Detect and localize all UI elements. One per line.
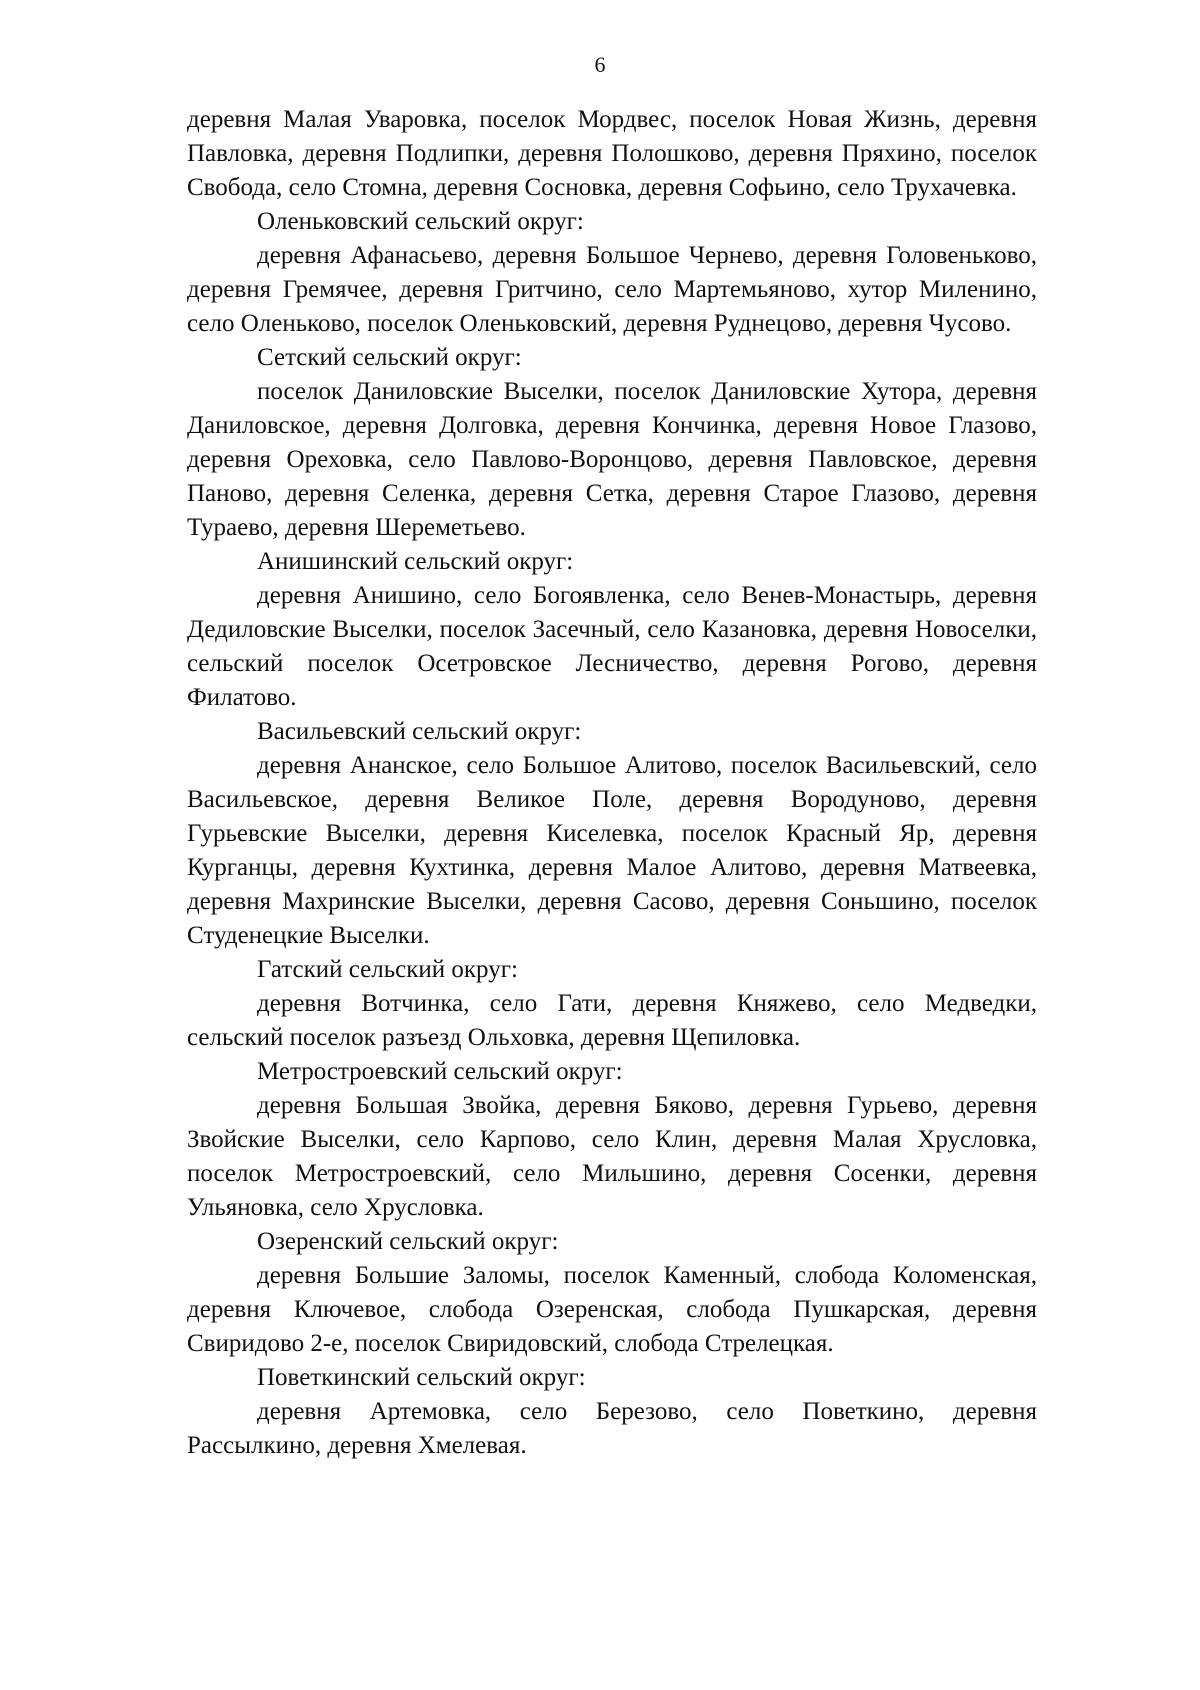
document-body: [187, 103, 1037, 1463]
district-title: Сетский сельский округ:: [257, 344, 522, 371]
district-title: Оленьковский сельский округ:: [257, 208, 584, 235]
district-title: Метростроевский сельский округ:: [257, 1058, 623, 1085]
settlement-list: поселок Даниловские Выселки, поселок Даниловские Хутора, деревня Даниловское, деревня Долговка, деревня Кончинка, деревня Новое Глазово, деревня Ореховка, село Павлово-Воронцово, деревня Павловское, деревня Паново, деревня Селенка, деревня Сетка, деревня Старое Глазово, деревня Тураево, деревня Шереметьево.: [187, 378, 1037, 541]
settlement-list: деревня Артемовка, село Березово, село Поветкино, деревня Рассылкино, деревня Хмелевая.: [187, 1398, 1037, 1459]
settlement-list: деревня Вотчинка, село Гати, деревня Княжево, село Медведки, сельский поселок разъезд Ольховка, деревня Щепиловка.: [187, 990, 1037, 1051]
district-title: Гатский сельский округ:: [257, 956, 518, 983]
settlement-list: деревня Ананское, село Большое Алитово, поселок Васильевский, село Васильевское, деревня Великое Поле, деревня Вородуново, деревня Гурьевские Выселки, деревня Киселевка, поселок Красный Яр, деревня Курганцы, деревня Кухтинка, деревня Малое Алитово, деревня Матвеевка, деревня Махринские Выселки, деревня Сасово, деревня Соньшино, поселок Студенецкие Выселки.: [187, 752, 1037, 949]
district-title: Анишинский сельский округ:: [257, 548, 574, 575]
page-number: 6: [594, 52, 606, 77]
settlement-list: деревня Афанасьево, деревня Большое Чернево, деревня Головеньково, деревня Гремячее, деревня Гритчино, село Мартемьяново, хутор Миленино, село Оленьково, поселок Оленьковский, деревня Руднецово, деревня Чусово.: [187, 242, 1037, 337]
district-title: Озеренский сельский округ:: [257, 1228, 559, 1255]
settlement-list: деревня Большая Звойка, деревня Бяково, деревня Гурьево, деревня Звойские Выселки, село Карпово, село Клин, деревня Малая Хрусловка, поселок Метростроевский, село Мильшино, деревня Сосенки, деревня Ульяновка, село Хрусловка.: [187, 1092, 1037, 1221]
settlement-list: деревня Анишино, село Богоявленка, село Венев-Монастырь, деревня Дедиловские Выселки, поселок Засечный, село Казановка, деревня Новоселки, сельский поселок Осетровское Лесничество, деревня Рогово, деревня Филатово.: [187, 582, 1037, 711]
district-title: Васильевский сельский округ:: [257, 718, 582, 745]
settlement-list: деревня Большие Заломы, поселок Каменный, слобода Коломенская, деревня Ключевое, слобода Озеренская, слобода Пушкарская, деревня Свиридово 2-е, поселок Свиридовский, слобода Стрелецкая.: [187, 1262, 1037, 1357]
district-title: Поветкинский сельский округ:: [257, 1364, 586, 1391]
intro-paragraph: деревня Малая Уваровка, поселок Мордвес, поселок Новая Жизнь, деревня Павловка, деревня Подлипки, деревня Полошково, деревня Пряхино, поселок Свобода, село Стомна, деревня Сосновка, деревня Софьино, село Трухачевка.: [187, 106, 1037, 201]
